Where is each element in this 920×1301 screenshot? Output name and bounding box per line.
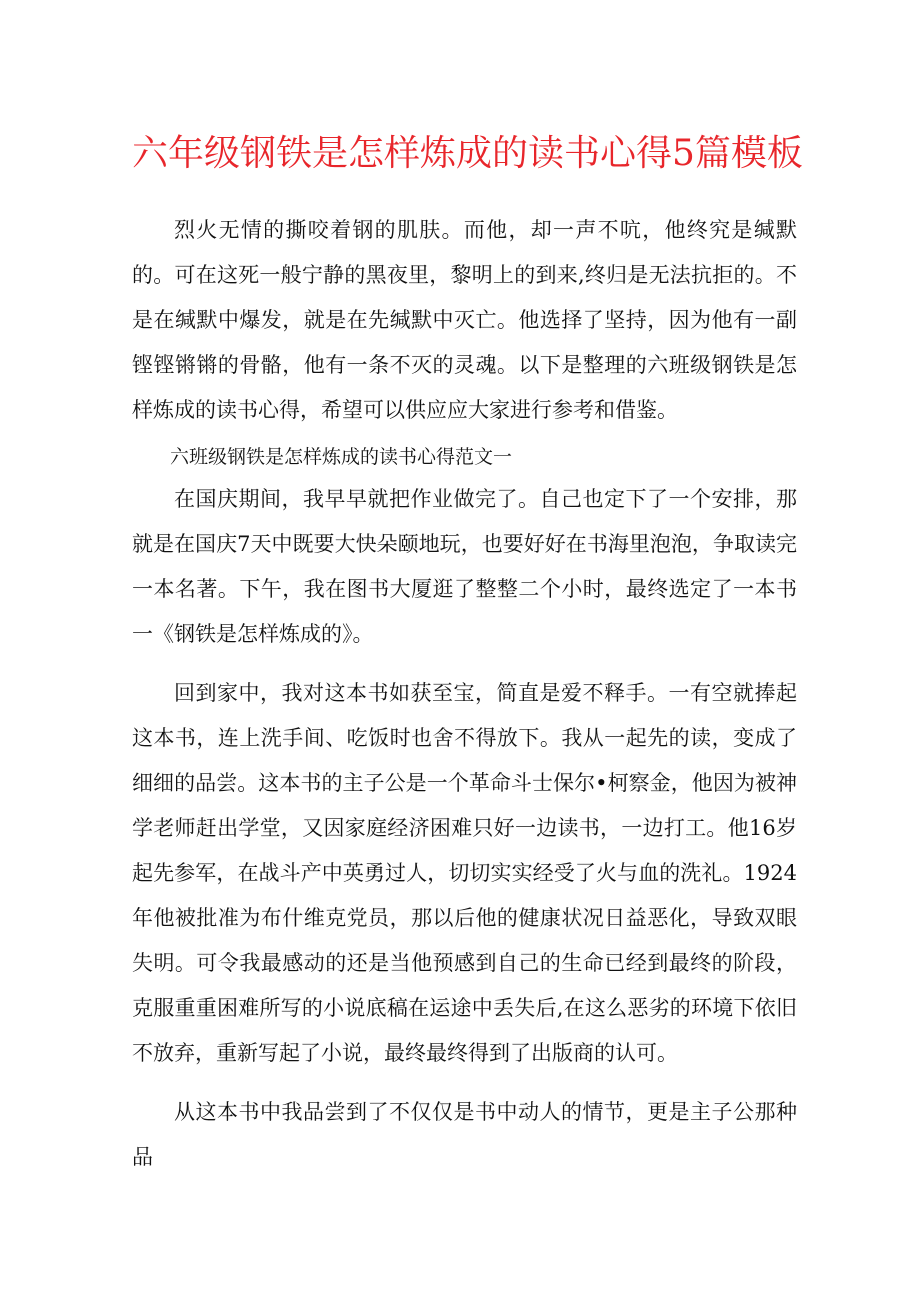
document-body xyxy=(132,208,797,1180)
section-heading: 六班级钢铁是怎样炼成的读书心得范文一 xyxy=(170,446,513,468)
paragraph: 从这本书中我品尝到了不仅仅是书中动人的情节，更是主子公那种品 xyxy=(132,1100,797,1169)
paragraph-intro: 烈火无情的撕咬着钢的肌肤。而他，却一声不吭，他终究是缄默的。可在这死一般宁静的黑夜里，黎明上的到来,终归是无法抗拒的。不是在缄默中爆发，就是在先缄默中灭亡。他选择了坚持，因为他有一副铿铿锵锵的骨骼，他有一条不灭的灵魂。以下是整理的六班级钢铁是怎样炼成的读书心得，希望可以供应应大家进行参考和借鉴。 xyxy=(132,218,797,422)
document-title: 六年级钢铁是怎样炼成的读书心得5篇模板 xyxy=(132,133,803,174)
paragraph: 在国庆期间，我早早就把作业做完了。自己也定下了一个安排，那就是在国庆7天中既要大快朵颐地玩，也要好好在书海里泡泡，争取读完一本名著。下午，我在图书大厦逛了整整二个小时，最终选定了一本书一《钢铁是怎样炼成的》。 xyxy=(132,487,797,646)
paragraph: 回到家中，我对这本书如获至宝，简直是爱不释手。一有空就捧起这本书，连上洗手间、吃饭时也舍不得放下。我从一起先的读，变成了细细的品尝。这本书的主子公是一个革命斗士保尔•柯察金，他因为被神学老师赶出学堂，又因家庭经济困难只好一边读书，一边打工。他16岁起先参军，在战斗产中英勇过人，切切实实经受了火与血的洗礼。1924年他被批准为布什维克党员，那以后他的健康状况日益恶化，导致双眼失明。可令我最感动的还是当他预感到自己的生命已经到最终的阶段，克服重重困难所写的小说底稿在运途中丢失后,在这么恶劣的环境下依旧不放弃，重新写起了小说，最终最终得到了出版商的认可。 xyxy=(132,681,797,1065)
